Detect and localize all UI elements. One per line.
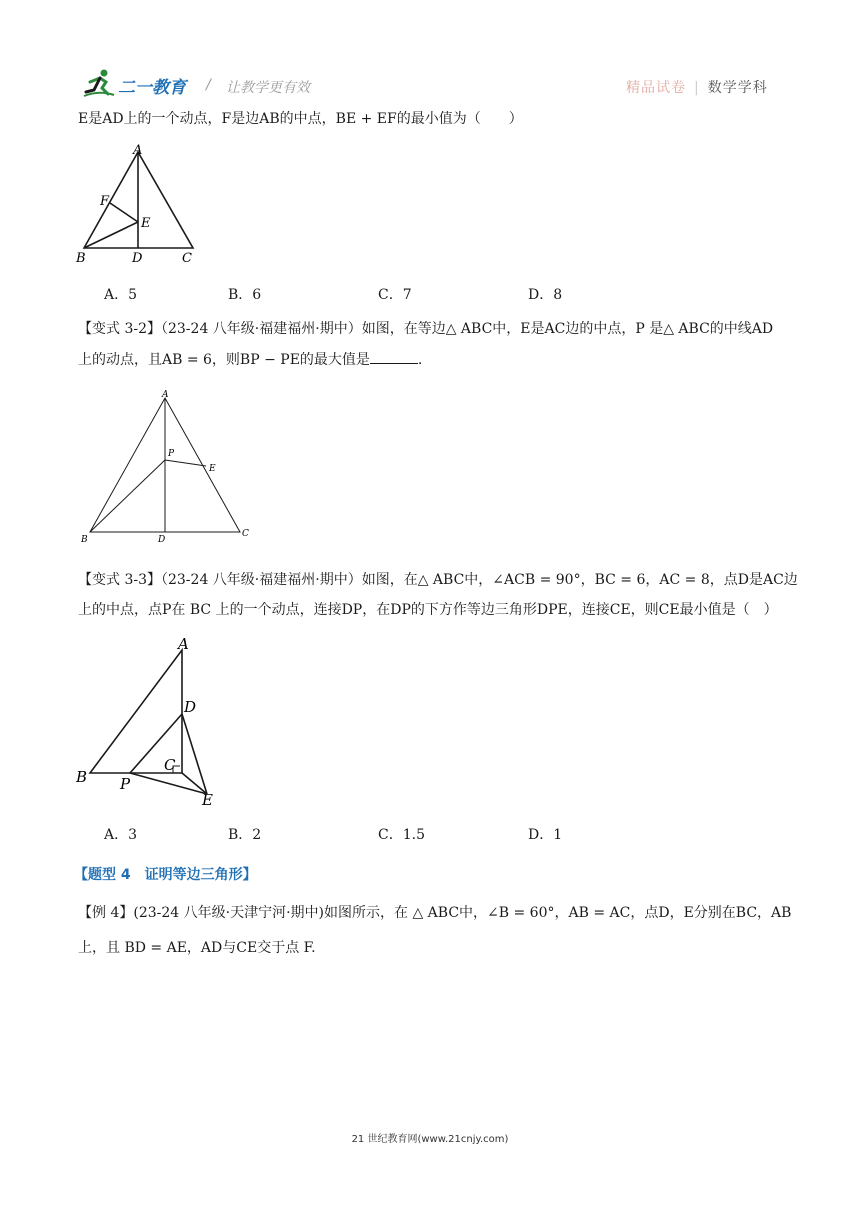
q33-label-e: E — [202, 791, 213, 809]
q32-label-e: E — [209, 464, 216, 474]
q-top-label-b: B — [76, 251, 86, 266]
q33-label-c: C — [164, 756, 176, 774]
q-top-label-f: F — [100, 194, 110, 209]
q33-figure — [70, 632, 230, 810]
header-subject: 数学学科 — [707, 80, 768, 96]
header-right — [626, 77, 768, 97]
q-top-option-b[interactable]: B．6 — [228, 287, 262, 303]
footer: 21 世纪教育网(www.21cnjy.com) — [351, 1134, 509, 1145]
q32-label-d: D — [158, 535, 166, 545]
q33-line1: 【变式 3-3】（23-24 八年级·福建福州·期中）如图，在△ ABC中，∠ACB = 90°，BC = 6，AC = 8，点D是AC边 — [78, 572, 798, 588]
q-top-option-c[interactable]: C．7 — [378, 287, 412, 303]
runner-logo-icon — [82, 68, 116, 98]
q-top-label-d: D — [132, 251, 143, 266]
header-slash: / — [206, 77, 211, 93]
q32-line2 — [78, 350, 422, 370]
q33-option-c[interactable]: C．1.5 — [378, 827, 425, 843]
q32-line1: 【变式 3-2】（23-24 八年级·福建福州·期中）如图，在等边△ ABC中，E是AC边的中点，P 是△ ABC的中线AD — [78, 321, 774, 337]
ex4-line2: 上，且 BD = AE，AD与CE交于点 F. — [78, 940, 316, 956]
ex4-line1: 【例 4】(23-24 八年级·天津宁河·期中)如图所示，在 △ ABC中，∠B = 60°，AB = AC，点D，E分别在BC，AB — [78, 905, 792, 921]
q33-label-b: B — [76, 768, 88, 786]
section-title: 【题型 4 证明等边三角形】 — [74, 867, 257, 883]
header-logo — [82, 68, 202, 98]
q33-option-a[interactable]: A．3 — [104, 827, 138, 843]
q-top-label-a: A — [133, 143, 143, 158]
q32-label-b: B — [81, 535, 88, 545]
q33-line2: 上的中点，点P在 BC 上的一个动点，连接DP，在DP的下方作等边三角形DPE，连接CE，则CE最小值是（ ） — [78, 602, 778, 618]
q33-option-d[interactable]: D．1 — [528, 827, 563, 843]
q32-line2-text: 上的动点，且AB = 6，则BP − PE的最大值是 — [78, 352, 370, 368]
q32-line2-end: . — [417, 352, 423, 368]
q32-answer-blank[interactable] — [370, 351, 418, 364]
q-top-option-a[interactable]: A．5 — [104, 287, 138, 303]
q32-figure — [76, 386, 256, 546]
header-slogan: 让教学更有效 — [226, 80, 310, 96]
q32-label-a: A — [162, 390, 169, 400]
q33-label-d: D — [184, 698, 197, 716]
q-top-label-c: C — [182, 251, 192, 266]
q-top-figure — [70, 140, 210, 268]
q-top-label-e: E — [141, 216, 151, 231]
logo-text: 二一教育 — [118, 78, 186, 98]
header-separator: | — [694, 80, 700, 96]
header-label: 精品试卷 — [626, 80, 686, 96]
q33-option-b[interactable]: B．2 — [228, 827, 262, 843]
q32-label-c: C — [242, 529, 249, 539]
q32-label-p: P — [168, 449, 175, 459]
q-top-option-d[interactable]: D．8 — [528, 287, 563, 303]
q-top-text: E是AD上的一个动点，F是边AB的中点，BE + EF的最小值为（ ） — [78, 111, 523, 127]
q33-label-a: A — [178, 635, 189, 653]
q33-label-p: P — [120, 775, 131, 793]
